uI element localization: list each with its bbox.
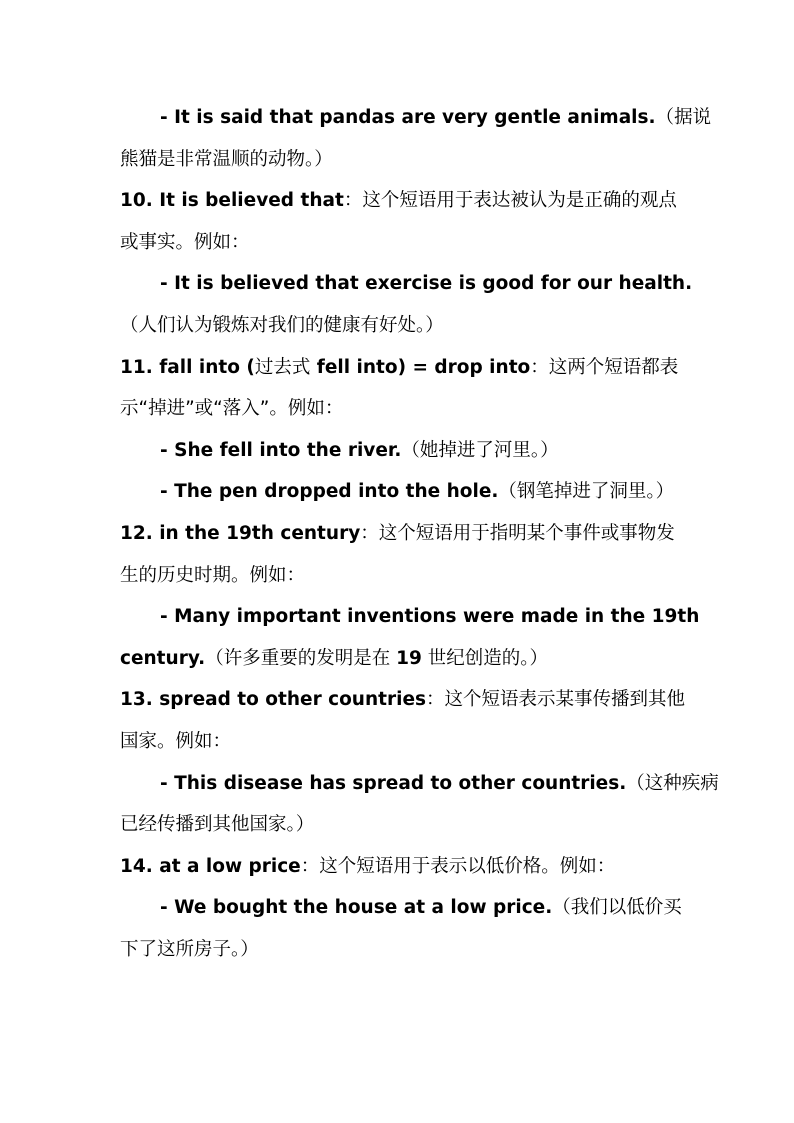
phrase-heading-11 [120,356,680,380]
phrase-heading-13 [120,688,686,712]
example-line [160,106,712,130]
phrase-en: 11. fall into ( [120,357,255,378]
phrase-en-2: fell into) = drop into [310,357,531,378]
continuation-en-2: 19 [396,648,422,669]
continuation-zh-2: 世纪创造的。） [421,648,548,669]
phrase-en: 12. in the 19th century [120,523,361,544]
phrase-zh: ：这个短语用于表示以低价格。例如： [300,856,616,877]
example-line [160,272,693,296]
phrase-zh: ：这个短语用于指明某个事件或事物发 [360,523,675,544]
continuation-zh: （人们认为锻炼对我们的健康有好处。） [120,315,444,336]
continuation-line [120,730,680,754]
example-line [160,772,719,796]
example-line [160,480,680,504]
phrase-zh: ：这个短语表示某事传播到其他 [426,689,686,710]
example-zh: （这种疾病 [626,773,719,794]
example-en: - It is believed that exercise is good for our health. [160,273,693,294]
continuation-line [120,148,680,172]
continuation-line [120,564,680,588]
example-line [160,605,700,629]
continuation-en: century. [120,648,206,669]
example-en: - She fell into the river. [160,440,402,461]
phrase-zh-2: ：这两个短语都表 [530,357,679,378]
continuation-zh: 熊猫是非常温顺的动物。） [120,149,333,170]
continuation-line [120,647,680,671]
continuation-zh: 生的历史时期。例如： [120,565,306,586]
example-en: - We bought the house at a low price. [160,897,553,918]
phrase-heading-10 [120,189,680,213]
continuation-zh: （许多重要的发明是在 [205,648,397,669]
phrase-heading-14 [120,855,680,879]
phrase-zh: ：这个短语用于表达被认为是正确的观点 [343,190,677,211]
continuation-zh: 下了这所房子。） [120,939,259,960]
continuation-zh: 示“掉进”或“落入”。例如： [120,398,344,419]
example-zh: （据说 [655,107,712,128]
phrase-zh: 过去式 [254,357,311,378]
phrase-en: 10. It is believed that [120,190,344,211]
continuation-line [120,314,680,338]
continuation-zh: 或事实。例如： [120,232,250,253]
continuation-zh: 国家。例如： [120,731,232,752]
example-zh: （我们以低价买 [552,897,682,918]
example-line [160,896,680,920]
continuation-zh: 已经传播到其他国家。） [120,814,315,835]
example-zh: （钢笔掉进了洞里。） [498,481,675,502]
example-en: - The pen dropped into the hole. [160,481,499,502]
example-en: - It is said that pandas are very gentle animals. [160,107,656,128]
phrase-en: 14. at a low price [120,856,301,877]
example-line [160,439,680,463]
phrase-heading-12 [120,522,680,546]
phrase-en: 13. spread to other countries [120,689,427,710]
continuation-line [120,397,680,421]
continuation-line [120,938,680,962]
example-en: - Many important inventions were made in the 19th [160,606,700,627]
continuation-line [120,813,680,837]
continuation-line [120,231,680,255]
example-zh: （她掉进了河里。） [401,440,559,461]
example-en: - This disease has spread to other countries. [160,773,627,794]
